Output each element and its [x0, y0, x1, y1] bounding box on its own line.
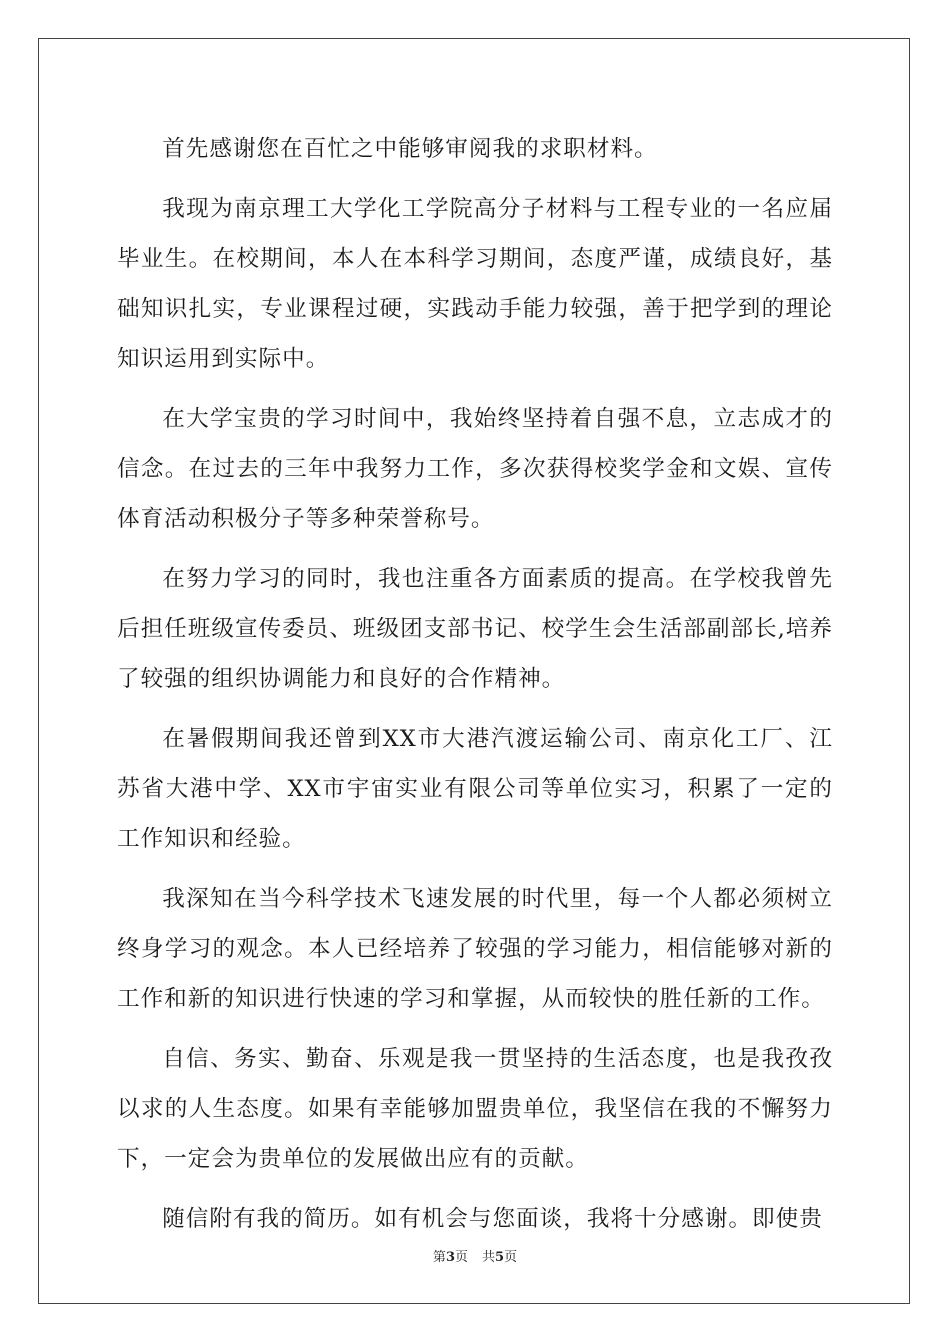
paragraph: 首先感谢您在百忙之中能够审阅我的求职材料。 — [162, 136, 658, 162]
total-pages-prefix: 共 — [482, 1250, 496, 1265]
paragraph: 自信、务实、勤奋、乐观是我一贯坚持的生活态度，也是我孜孜以求的人生态度。如果有幸能够加盟贵单位，我坚信在我的不懈努力下，一定会为贵单位的发展做出应有的贡献。 — [117, 1046, 833, 1172]
current-page-number: 3 — [445, 1250, 455, 1265]
paragraph: 随信附有我的简历。如有机会与您面谈，我将十分感谢。即使贵 — [162, 1206, 823, 1232]
page-number-suffix: 页 — [454, 1250, 468, 1265]
paragraph: 我深知在当今科学技术飞速发展的时代里，每一个人都必须树立终身学习的观念。本人已经培养了较强的学习能力，相信能够对新的工作和新的知识进行快速的学习和掌握，从而较快的胜任新的工作。 — [117, 886, 833, 1012]
page-footer — [0, 1246, 950, 1265]
paragraph: 我现为南京理工大学化工学院高分子材料与工程专业的一名应届毕业生。在校期间，本人在本科学习期间，态度严谨，成绩良好，基础知识扎实，专业课程过硬，实践动手能力较强，善于把学到的理论知识运用到实际中。 — [117, 196, 833, 372]
paragraph: 在暑假期间我还曾到XX市大港汽渡运输公司、南京化工厂、江苏省大港中学、XX市宇宙实业有限公司等单位实习，积累了一定的工作知识和经验。 — [117, 726, 833, 852]
total-page-count: 5 — [495, 1250, 505, 1265]
document-body — [117, 124, 833, 1254]
page-number-prefix: 第 — [432, 1250, 446, 1265]
total-pages-suffix: 页 — [504, 1250, 518, 1265]
paragraph: 在大学宝贵的学习时间中，我始终坚持着自强不息，立志成才的信念。在过去的三年中我努力工作，多次获得校奖学金和文娱、宣传体育活动积极分子等多种荣誉称号。 — [117, 406, 833, 532]
paragraph: 在努力学习的同时，我也注重各方面素质的提高。在学校我曾先后担任班级宣传委员、班级团支部书记、校学生会生活部副部长,培养了较强的组织协调能力和良好的合作精神。 — [117, 566, 833, 692]
